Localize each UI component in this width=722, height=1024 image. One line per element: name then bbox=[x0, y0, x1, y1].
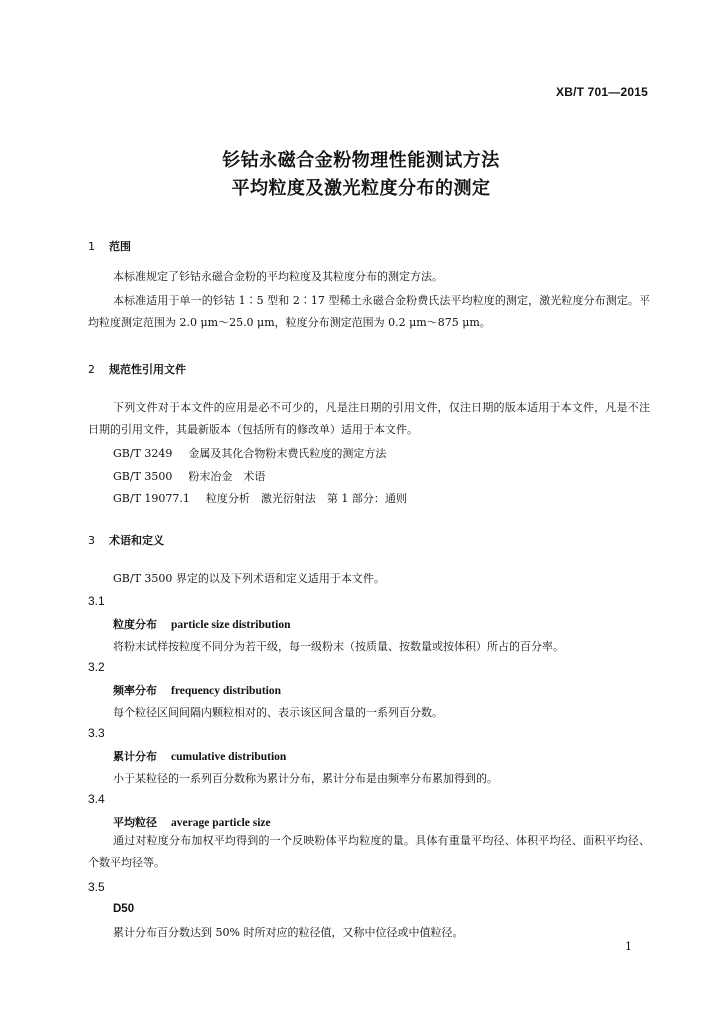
term-chinese: 频率分布 bbox=[113, 684, 157, 697]
term-heading bbox=[113, 616, 290, 632]
term-english: D50 bbox=[113, 903, 135, 915]
term-number: 3.4 bbox=[88, 792, 105, 806]
term-chinese: 平均粒径 bbox=[113, 816, 157, 829]
term-number: 3.1 bbox=[88, 594, 105, 608]
document-title-line1: 钐钴永磁合金粉物理性能测试方法 bbox=[222, 150, 500, 171]
reference-title: 金属及其化合物粉末费氏粒度的测定方法 bbox=[188, 447, 387, 460]
term-number: 3.2 bbox=[88, 660, 105, 674]
term-number: 3.3 bbox=[88, 726, 105, 740]
reference-item bbox=[113, 445, 386, 461]
term-definition: 累计分布百分数达到 50% 时所对应的粒径值，又称中位径或中值粒径。 bbox=[113, 926, 464, 939]
term-english: cumulative distribution bbox=[171, 751, 287, 763]
term-definition: 通过对粒度分布加权平均得到的一个反映粉体平均粒度的量。具体有重量平均径、体积平均径、面积平均径、个数平均径等。 bbox=[88, 834, 650, 869]
section-1-paragraph-1: 本标准规定了钐钴永磁合金粉的平均粒度及其粒度分布的测定方法。 bbox=[113, 270, 443, 283]
section-number: 1 bbox=[88, 240, 95, 253]
term-heading bbox=[113, 814, 271, 830]
term-number: 3.5 bbox=[88, 880, 105, 894]
page-number: 1 bbox=[625, 940, 632, 953]
term-definition: 小于某粒径的一系列百分数称为累计分布，累计分布是由频率分布累加得到的。 bbox=[113, 772, 498, 785]
term-heading bbox=[113, 902, 134, 915]
term-english: frequency distribution bbox=[171, 685, 282, 697]
section-3-intro: GB/T 3500 界定的以及下列术语和定义适用于本文件。 bbox=[113, 572, 385, 585]
section-2-heading bbox=[88, 361, 186, 377]
standard-code: XB/T 701—2015 bbox=[556, 85, 648, 99]
document-title-line2: 平均粒度及激光粒度分布的测定 bbox=[231, 178, 491, 199]
section-number: 2 bbox=[88, 363, 95, 376]
term-definition: 每个粒径区间间隔内颗粒相对的、表示该区间含量的一系列百分数。 bbox=[113, 706, 443, 719]
reference-item bbox=[113, 468, 265, 484]
term-heading bbox=[113, 748, 286, 764]
term-english: average particle size bbox=[171, 817, 271, 829]
term-chinese: 累计分布 bbox=[113, 750, 157, 763]
reference-item bbox=[113, 490, 407, 506]
reference-code: GB/T 19077.1 bbox=[113, 492, 190, 505]
section-3-heading bbox=[88, 532, 164, 548]
section-1-heading bbox=[88, 238, 131, 254]
section-number: 3 bbox=[88, 534, 95, 547]
reference-title: 粉末冶金 术语 bbox=[188, 470, 266, 483]
term-english: particle size distribution bbox=[171, 619, 291, 631]
section-2-paragraph-1: 下列文件对于本文件的应用是必不可少的，凡是注日期的引用文件，仅注日期的版本适用于本文件，凡是不注日期的引用文件，其最新版本（包括所有的修改单）适用于本文件。 bbox=[88, 401, 650, 436]
section-title: 范围 bbox=[109, 240, 131, 253]
section-title: 术语和定义 bbox=[109, 534, 164, 547]
term-chinese: 粒度分布 bbox=[113, 618, 157, 631]
section-title: 规范性引用文件 bbox=[109, 363, 186, 376]
reference-code: GB/T 3249 bbox=[113, 447, 173, 460]
term-definition: 将粉末试样按粒度不同分为若干级，每一级粉末（按质量、按数量或按体积）所占的百分率。 bbox=[113, 640, 564, 653]
reference-code: GB/T 3500 bbox=[113, 470, 173, 483]
section-1-paragraph-2: 本标准适用于单一的钐钴 1∶5 型和 2∶17 型稀土永磁合金粉费氏法平均粒度的测定，激光粒度分布测定。平均粒度测定范围为 2.0 μm～25.0 μm，粒度分布测定范围为 0.2 μm～875 μm。 bbox=[88, 294, 650, 329]
term-heading bbox=[113, 682, 281, 698]
reference-title: 粒度分析 激光衍射法 第 1 部分：通则 bbox=[205, 492, 407, 505]
